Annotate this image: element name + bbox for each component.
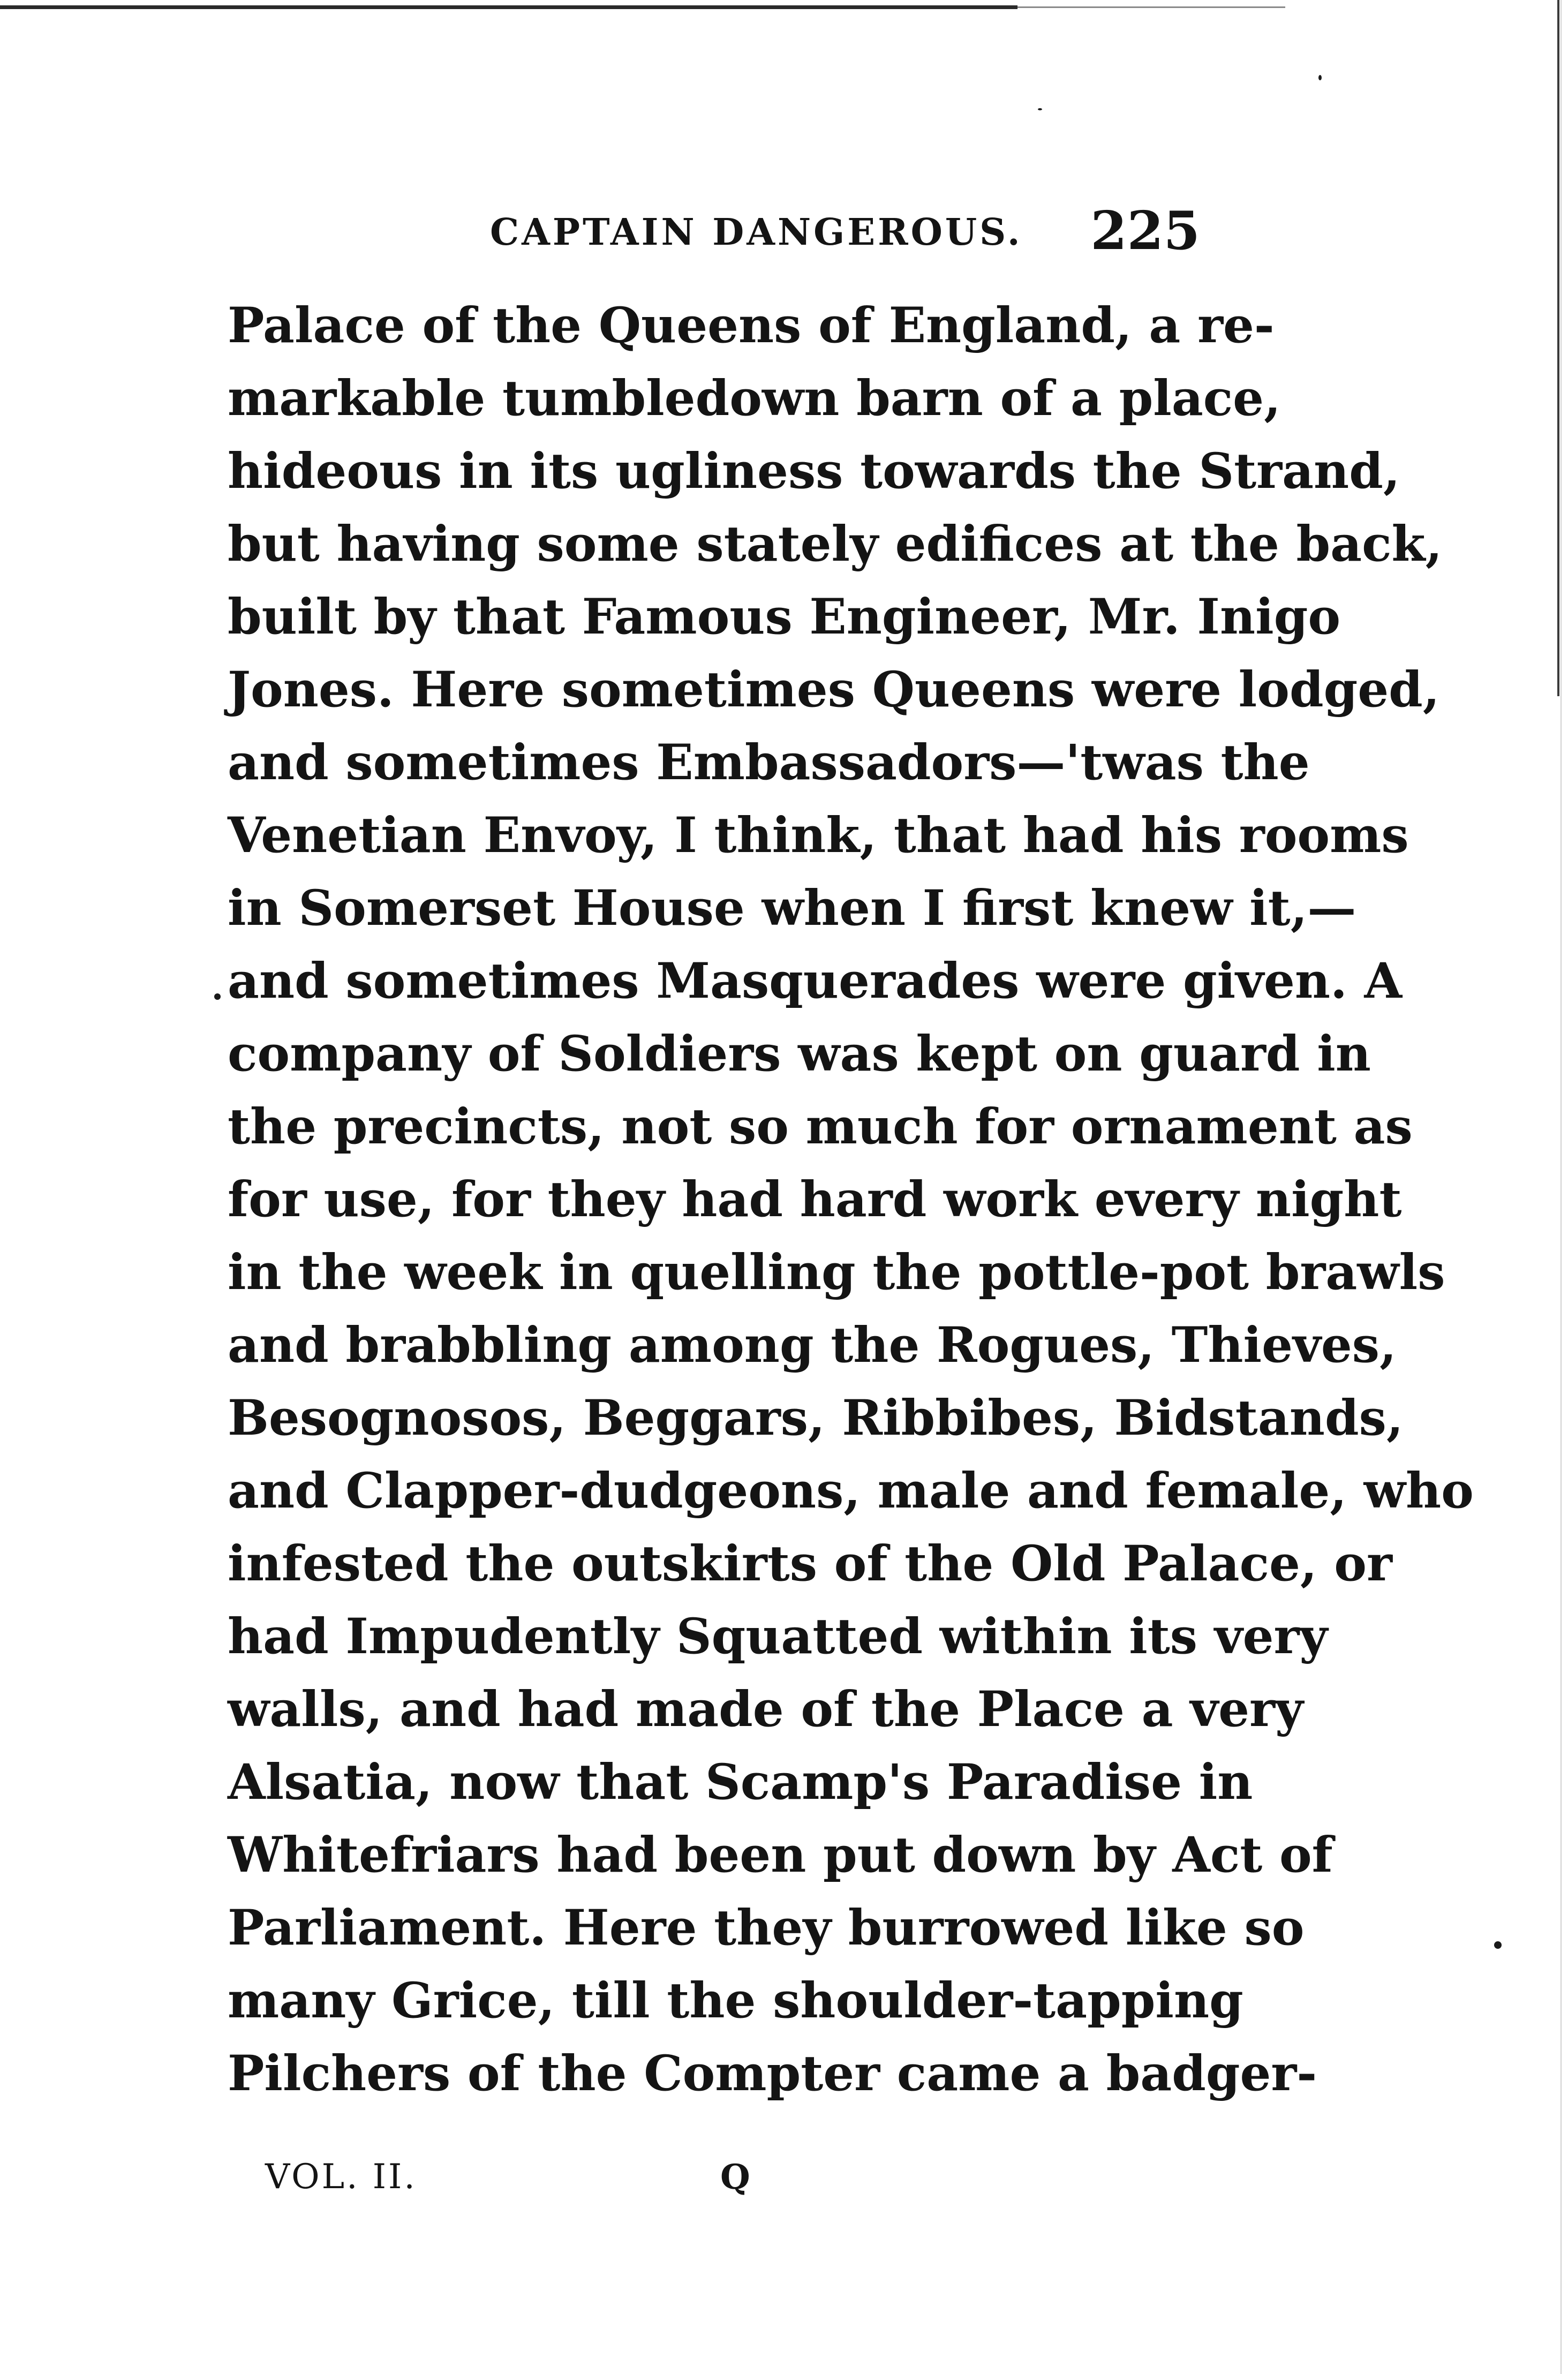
text-line: and sometimes Masquerades were given. A xyxy=(228,953,1403,1009)
volume-signature: VOL. II. xyxy=(265,2157,417,2197)
text-line: Venetian Envoy, I think, that had his rooms xyxy=(228,807,1409,864)
text-line: but having some stately edifices at the back, xyxy=(228,516,1443,572)
text-line: markable tumbledown barn of a place, xyxy=(228,370,1281,427)
text-line: Alsatia, now that Scamp's Paradise in xyxy=(228,1754,1253,1811)
text-line: Pilchers of the Compter came a badger- xyxy=(228,2045,1317,2102)
scan-edge-top-faint xyxy=(1017,6,1285,8)
text-line: many Grice, till the shoulder-tapping xyxy=(228,1972,1243,2029)
text-line: the precincts, not so much for ornament as xyxy=(228,1098,1413,1155)
ink-speck xyxy=(214,993,221,1000)
text-line: company of Soldiers was kept on guard in xyxy=(228,1026,1371,1082)
signature-line xyxy=(228,2157,1200,2205)
text-line: and brabbling among the Rogues, Thieves, xyxy=(228,1317,1397,1374)
scan-edge-right xyxy=(1557,0,1559,696)
running-head xyxy=(228,200,1200,262)
ink-speck xyxy=(1318,75,1322,80)
scan-edge-top xyxy=(0,5,1017,9)
text-line: and Clapper-dudgeons, male and female, who xyxy=(228,1463,1474,1519)
ink-speck xyxy=(1038,108,1042,110)
text-line: in the week in quelling the pottle-pot brawls xyxy=(228,1244,1445,1301)
text-line: and sometimes Embassadors—'twas the xyxy=(228,734,1310,791)
text-line: hideous in its ugliness towards the Strand, xyxy=(228,443,1400,500)
text-line: Besognosos, Beggars, Ribbibes, Bidstands, xyxy=(228,1390,1404,1446)
body-text xyxy=(228,289,1474,2110)
page-number: 225 xyxy=(1090,200,1200,262)
text-line: infested the outskirts of the Old Palace, or xyxy=(228,1535,1392,1592)
text-line: walls, and had made of the Place a very xyxy=(228,1681,1303,1738)
ink-speck xyxy=(1494,1941,1502,1949)
text-line: Jones. Here sometimes Queens were lodged, xyxy=(228,661,1440,718)
running-head-title: CAPTAIN DANGEROUS. xyxy=(490,211,1023,254)
scan-edge-right-faint xyxy=(1561,0,1562,2374)
text-line: built by that Famous Engineer, Mr. Inigo xyxy=(228,589,1341,645)
text-line: Parliament. Here they burrowed like so xyxy=(228,1900,1305,1956)
text-line: Palace of the Queens of England, a re- xyxy=(228,297,1275,354)
text-line: for use, for they had hard work every night xyxy=(228,1171,1402,1228)
signature-mark: Q xyxy=(720,2157,752,2197)
text-line: had Impudently Squatted within its very xyxy=(228,1608,1328,1665)
text-line: Whitefriars had been put down by Act of xyxy=(228,1827,1333,1883)
text-line: in Somerset House when I first knew it,— xyxy=(228,880,1356,937)
